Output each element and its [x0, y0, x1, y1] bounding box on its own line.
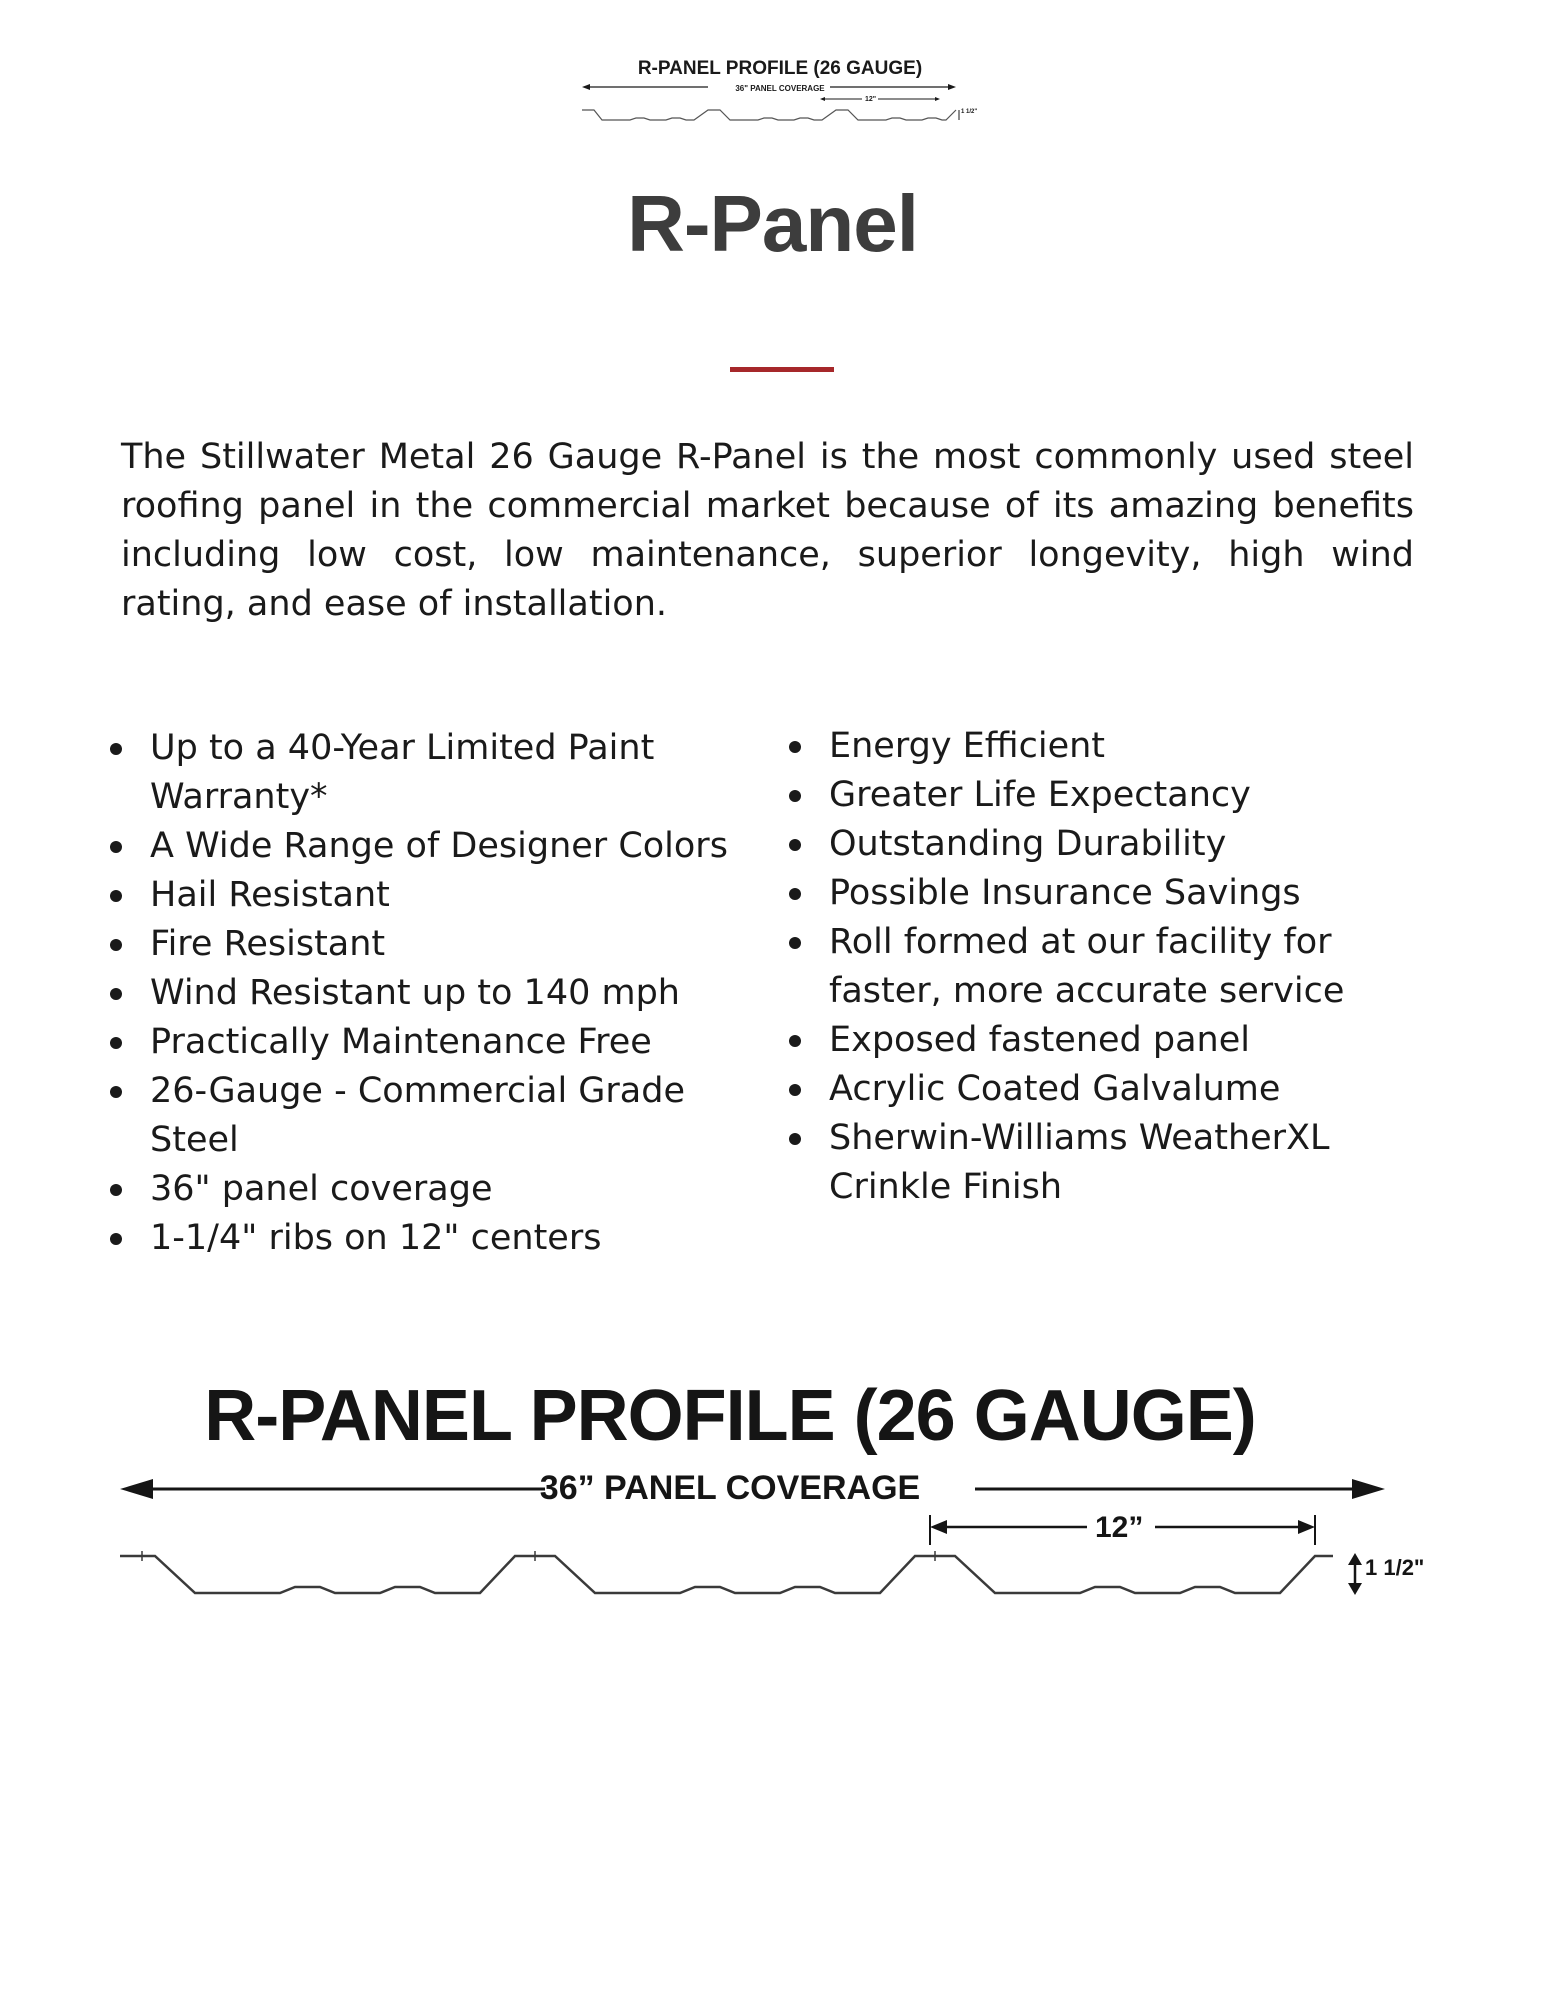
- feature-item: 36" panel coverage: [110, 1165, 780, 1214]
- feature-item: 1-1/4" ribs on 12" centers: [110, 1214, 780, 1263]
- feature-item: Wind Resistant up to 140 mph: [110, 969, 780, 1018]
- features-list-right: [789, 722, 1349, 1212]
- feature-item: A Wide Range of Designer Colors: [110, 822, 780, 871]
- feature-item: Up to a 40-Year Limited Paint Warranty*: [110, 724, 780, 822]
- feature-item: Energy Efficient: [789, 722, 1349, 771]
- small-profile-spacing-label: 12": [865, 96, 877, 103]
- feature-item: Practically Maintenance Free: [110, 1018, 780, 1067]
- large-profile-title: R-PANEL PROFILE (26 GAUGE): [204, 1376, 1256, 1456]
- feature-item: Roll formed at our facility for faster, more accurate service: [789, 918, 1349, 1016]
- feature-item: Exposed fastened panel: [789, 1016, 1349, 1065]
- large-profile-height-label: 1 1/2": [1365, 1555, 1425, 1580]
- feature-item: Possible Insurance Savings: [789, 869, 1349, 918]
- large-profile-coverage-label: 36” PANEL COVERAGE: [539, 1469, 921, 1507]
- small-profile-title: R-PANEL PROFILE (26 GAUGE): [637, 58, 923, 79]
- title-divider: [730, 367, 834, 372]
- feature-item: Sherwin-Williams WeatherXL Crinkle Finish: [789, 1114, 1349, 1212]
- feature-item: 26-Gauge - Commercial Grade Steel: [110, 1067, 780, 1165]
- features-list-left: [110, 724, 780, 1263]
- feature-item: Outstanding Durability: [789, 820, 1349, 869]
- feature-item: Fire Resistant: [110, 920, 780, 969]
- feature-item: Acrylic Coated Galvalume: [789, 1065, 1349, 1114]
- intro-paragraph: The Stillwater Metal 26 Gauge R-Panel is the most commonly used steel roofing panel in the commercial market because of its amazing benefits including low cost, low maintenance, superior longevity, high wind rating, and ease of installation.: [121, 437, 1414, 624]
- small-profile-diagram: [580, 54, 980, 124]
- feature-item: Greater Life Expectancy: [789, 771, 1349, 820]
- large-profile-spacing-label: 12”: [1095, 1511, 1144, 1544]
- large-profile-diagram: [115, 1375, 1445, 1615]
- page-title: R-Panel: [627, 179, 918, 268]
- feature-item: Hail Resistant: [110, 871, 780, 920]
- small-profile-height-label: 1 1/2": [961, 109, 978, 115]
- small-profile-coverage-label: 36" PANEL COVERAGE: [735, 84, 825, 93]
